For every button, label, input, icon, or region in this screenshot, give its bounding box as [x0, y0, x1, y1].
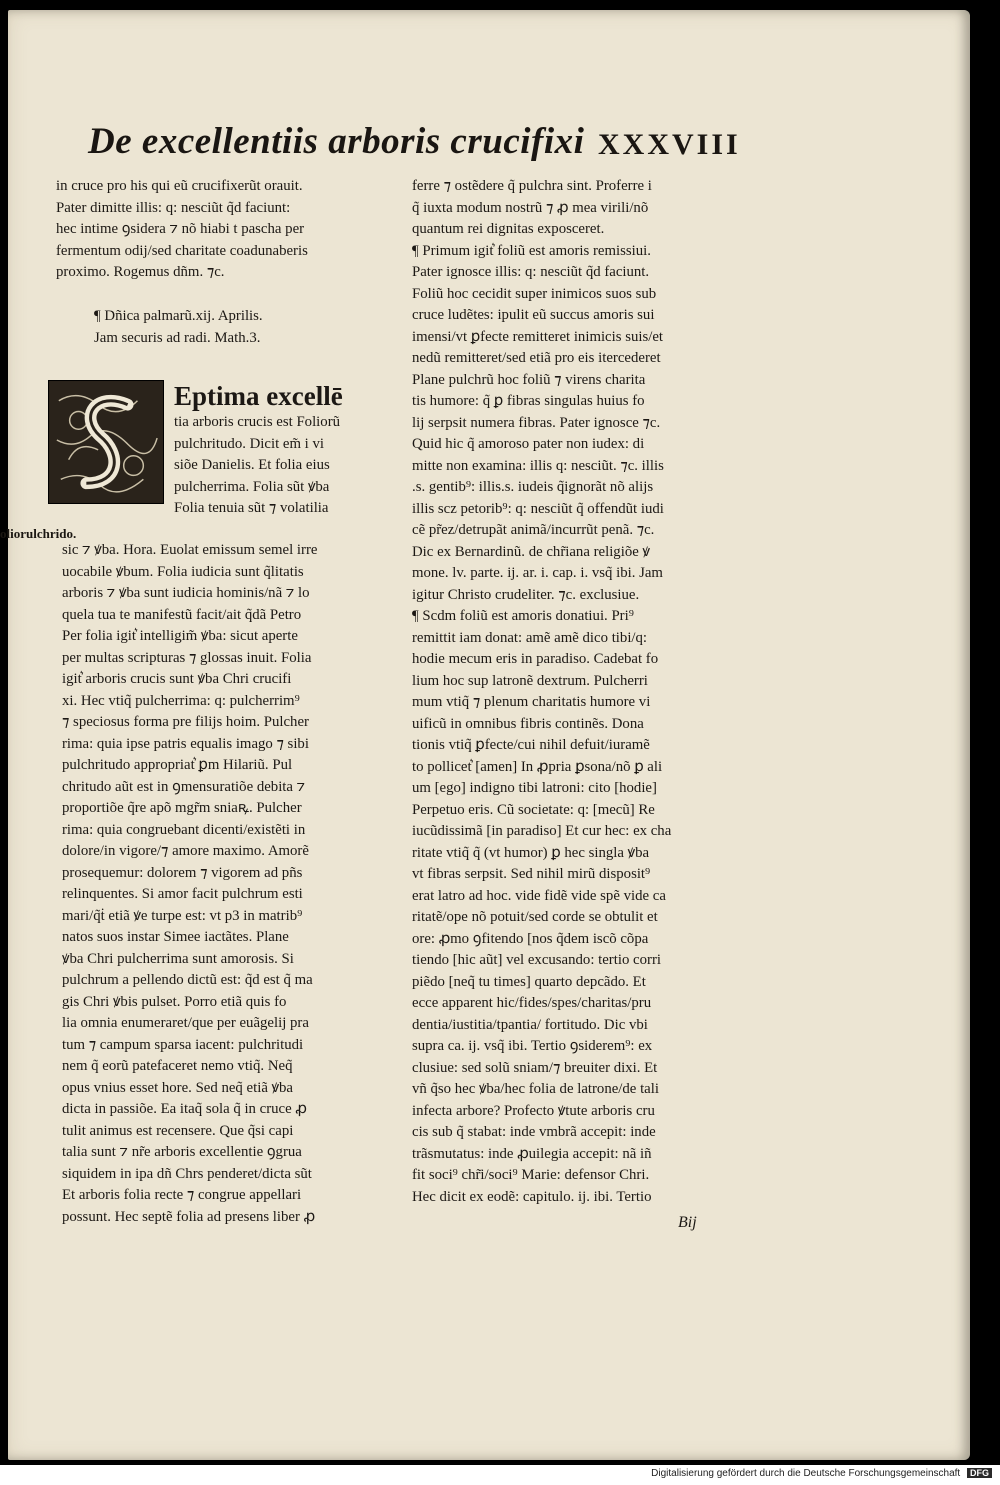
running-title: De excellentiis arboris crucifixi	[88, 121, 585, 162]
text-line: mum vtiq̃ ⁊ plenum charitatis humore vi	[412, 694, 651, 710]
footer-text: Digitalisierung gefördert durch die Deutsche Forschungsgemeinschaft	[651, 1468, 961, 1479]
text-line: natos suos instar Simee iactãtes. Plane	[62, 929, 289, 945]
text-line: mone. lv. parte. ij. ar. i. cap. i. vsq̃ ibi. Jam	[412, 565, 663, 581]
text-line: ecce apparent hic/fides/spes/charitas/pru	[412, 995, 652, 1011]
text-line: remittit iam donat: amẽ amẽ dico tibi/q:	[412, 629, 648, 646]
text-line: lium hoc sup latronẽ dextrum. Pulcherri	[412, 672, 648, 689]
text-line: rima: quia ipse patris equalis imago ⁊ sibi	[62, 735, 309, 752]
text-line: pulchritudo. Dicit em̃ i vi	[174, 435, 324, 452]
text-line: sic ⁊ ꝟba. Hora. Euolat emissum semel irre	[62, 542, 318, 558]
text-line: uificũ in omnibus fibris continẽs. Dona	[412, 715, 644, 732]
text-line: nem q̃ eorũ patefaceret nemo vtiq̃. Neq̃	[62, 1058, 293, 1074]
text-line: vñ q̃so hec ꝟba/hec folia de latrone/de tali	[412, 1081, 659, 1097]
text-line: ritate vtiq̃ q̃ (vt humor) ꝑ hec singla ꝟba	[412, 844, 650, 861]
text-line: in cruce pro his qui eũ crucifixerũt orauit.	[56, 178, 303, 194]
left-column-top	[56, 176, 391, 284]
text-line: mari/q̃ṫ etiã ꝟe turpe est: vt p3 in matrib⁹	[62, 907, 303, 924]
text-line: Foliũ hoc cecidit super inimicos suos sub	[412, 285, 657, 302]
decorated-initial-s	[48, 380, 164, 504]
text-line: quantum rei dignitas exposceret.	[412, 221, 605, 237]
text-line: fermentum odij/sed charitate coadunaberis	[56, 242, 308, 259]
text-line: dentia/iustitia/tpantia/ fortitudo. Dic vbi	[412, 1016, 648, 1033]
text-line: siquidem in ipa dñ Chrs penderet/dicta sũt	[62, 1165, 312, 1182]
initial-s-icon	[49, 381, 163, 503]
bleed-line: do.	[59, 526, 77, 541]
text-line: pulcherrima. Folia sũt ꝟba	[174, 478, 330, 495]
text-line: Quid hic q̃ amoroso pater non iudex: di	[412, 436, 645, 452]
text-line: Per folia igit͛ intelligim̃ ꝟba: sicut aperte	[62, 628, 298, 644]
text-line: iucũdissimã [in paradiso] Et cur hec: ex cha	[412, 823, 672, 839]
text-line: lij serpsit numera fibras. Pater ignosce ⁊c.	[412, 414, 661, 431]
folio-number: XXXVIII	[598, 128, 741, 161]
text-line: talia sunt ⁊ nr̃e arboris excellentie ꝯgrua	[62, 1144, 302, 1160]
text-line: gis Chri ꝟbis pulset. Porro etiã quis fo	[62, 993, 287, 1010]
rubric	[94, 306, 394, 349]
signature-mark: Bij	[678, 1214, 697, 1231]
text-line: infecta arbore? Profecto ꝟtute arboris cru	[412, 1102, 655, 1119]
dfg-logo: DFG	[967, 1468, 992, 1478]
text-line: .s. gentib⁹: illis.s. iudeis q̃ignorãt nõ alijs	[412, 479, 654, 495]
text-line: igit͛ arboris crucis sunt ꝟba Chri crucifi	[62, 671, 292, 687]
text-line: tionis vtiq̃ ꝑfecte/cui nihil defuit/iuramẽ	[412, 737, 650, 753]
text-line: uocabile ꝟbum. Folia iudicia sunt q̃litatis	[62, 563, 304, 580]
text-line: imensi/vt ꝑfecte remitteret inimicis suis/et	[412, 328, 664, 345]
text-line: pulchritudo appropriat͛ ꝑm Hilariũ. Pul	[62, 757, 293, 773]
left-column-main	[62, 540, 402, 1228]
text-line: ¶ Primum igit͛ foliũ est amoris remissiui.	[412, 242, 651, 259]
text-line: fit soci⁹ chr̃i/soci⁹ Marie: defensor Chri.	[412, 1167, 650, 1183]
text-line: ⁊ speciosus forma pre filijs hoim. Pulcher	[62, 714, 309, 730]
text-line: ¶ Scdm foliũ est amoris donatiui. Pri⁹	[412, 608, 634, 624]
text-line: xi. Hec vtiq̃ pulcherrima: q: pulcherrim⁹	[62, 692, 300, 709]
text-line: dicta in passiõe. Ea itaq̃ sola q̃ in cruce ꝓ	[62, 1101, 307, 1117]
bleed-through-text	[0, 523, 77, 544]
text-line: Pater dimitte illis: q: nesciũt q̃d faciunt:	[56, 199, 291, 216]
text-line: tum ⁊ campum sparsa iacent: pulchritudi	[62, 1036, 304, 1053]
right-column	[412, 176, 762, 1208]
text-line: siõe Danielis. Et folia eius	[174, 457, 330, 473]
text-line: q̃ iuxta modum nostrũ ⁊ ꝓ mea virili/nõ	[412, 199, 649, 216]
text-line: cruce ludẽtes: ipulit eũ succus amoris sui	[412, 307, 655, 323]
rubric-line: ¶ Dñica palmarũ.xij. Aprilis.	[94, 308, 263, 324]
text-line: proportiõe q̃re apõ mgr̃m sniaꝶ. Pulcher	[62, 800, 302, 816]
text-line: Pater ignosce illis: q: nesciũt q̃d faciunt.	[412, 264, 650, 280]
text-line: mitte non examina: illis q: nesciũt. ⁊c. illis	[412, 457, 664, 474]
text-line: chritudo aũt est in ꝯmensuratiõe debita ⁊	[62, 778, 306, 795]
text-line: Dic ex Bernardinũ. de chr̃iana religiõe ꝟ	[412, 543, 650, 560]
text-line: Et arboris folia recte ⁊ congrue appellari	[62, 1187, 302, 1203]
text-line: proximo. Rogemus dñm. ⁊c.	[56, 264, 225, 280]
text-line: rima: quia congruebant dicenti/existẽti in	[62, 821, 306, 838]
text-line: supra ca. ij. vsq̃ ibi. Tertio ꝯsiderem⁹: ex	[412, 1038, 653, 1054]
text-line: Folia tenuia sũt ⁊ volatilia	[174, 500, 329, 516]
footer-credit	[651, 1468, 992, 1479]
text-line: trãsmutatus: inde ꝓuilegia accepit: nã iñ	[412, 1145, 652, 1162]
text-line: dolore/in vigore/⁊ amore maximo. Amorẽ	[62, 843, 309, 859]
text-line: tia arboris crucis est Foliorũ	[174, 414, 341, 430]
text-line: Perpetuo eris. Cũ societate: q: [mecũ] Re	[412, 801, 655, 818]
text-line: per multas scripturas ⁊ glossas inuit. Folia	[62, 649, 312, 666]
text-line: ferre ⁊ ostẽdere q̃ pulchra sint. Proferre i	[412, 178, 652, 194]
text-line: ore: ꝓmo ꝯfitendo [nos q̃dem iscõ cõpa	[412, 930, 649, 947]
text-line: piẽdo [neq̃ tu times] quarto depcãdo. Et	[412, 973, 646, 990]
text-line: tis humore: q̃ ꝑ fibras singulas huius fo	[412, 393, 645, 409]
text-line: hec intime ꝯsidera ⁊ nõ hiabi t pascha per	[56, 221, 305, 237]
text-line: prosequemur: dolorem ⁊ vigorem ad pñs	[62, 864, 303, 881]
text-line: um [ego] indigno tibi latroni: cito [hodie]	[412, 780, 657, 796]
rubric-line: Jam securis ad radi. Math.3.	[94, 329, 261, 346]
text-line: ritatẽ/ope nõ potuit/sed corde se obtulit et	[412, 909, 658, 925]
text-line: quela tua te manifestũ facit/ait q̃dã Petro	[62, 606, 302, 623]
bleed-line: ulchri	[26, 526, 60, 541]
text-line: arboris ⁊ ꝟba sunt iudicia hominis/nã ⁊ lo	[62, 585, 310, 601]
text-line: tulit animus est recensere. Que q̃si capi	[62, 1122, 294, 1139]
text-line: hodie mecum eris in paradiso. Cadebat fo	[412, 651, 659, 667]
text-line: tiendo [hic aũt] vel excusando: tertio corri	[412, 952, 661, 968]
text-line: Plane pulchrũ hoc foliũ ⁊ virens charita	[412, 371, 646, 388]
text-line: to pollicet͛ [amen] In ꝓpria ꝑsona/nõ ꝑ ali	[412, 758, 663, 775]
text-line: opus vnius esset hore. Sed neq̃ etiã ꝟba	[62, 1079, 293, 1096]
text-line: igitur Christo crudeliter. ⁊c. exclusiue.	[412, 586, 640, 603]
text-line: lia omnia enumeraret/que per euãgelij pra	[62, 1015, 309, 1031]
text-line: relinquentes. Si amor facit pulchrum esti	[62, 886, 303, 902]
text-line: nedũ remitteret/sed etiã pro eis itercederet	[412, 350, 661, 366]
text-line: ꝟba Chri pulcherrima sunt amorosis. Si	[62, 950, 294, 967]
left-column-beside-initial	[174, 380, 399, 520]
text-line: clusiue: sed solũ sniam/⁊ breuiter dixi. Et	[412, 1059, 658, 1076]
chapter-heading: Eptima excellē	[174, 381, 343, 411]
text-line: cis sub q̃ stabat: inde vmbrã accepit: inde	[412, 1124, 656, 1140]
text-line: Hec dicit ex eodẽ: capitulo. ij. ibi. Tertio	[412, 1188, 652, 1205]
text-line: erat latro ad hoc. vide fidẽ vide spẽ vide ca	[412, 887, 666, 904]
bleed-line: olior	[0, 526, 26, 541]
text-line: pulchrum a pellendo dictũ est: q̃d est q̃ ma	[62, 972, 313, 988]
text-line: illis scz petorib⁹: q: nesciũt q̃ offendũt iudi	[412, 500, 664, 517]
text-line: possunt. Hec septẽ folia ad presens liber ꝓ	[62, 1208, 316, 1225]
text-line: cẽ pr̃ez/detrupãt animã/incurrũt penã. ⁊c.	[412, 522, 655, 538]
text-line: vt fibras serpsit. Sed nihil mirũ disposit⁹	[412, 866, 651, 882]
